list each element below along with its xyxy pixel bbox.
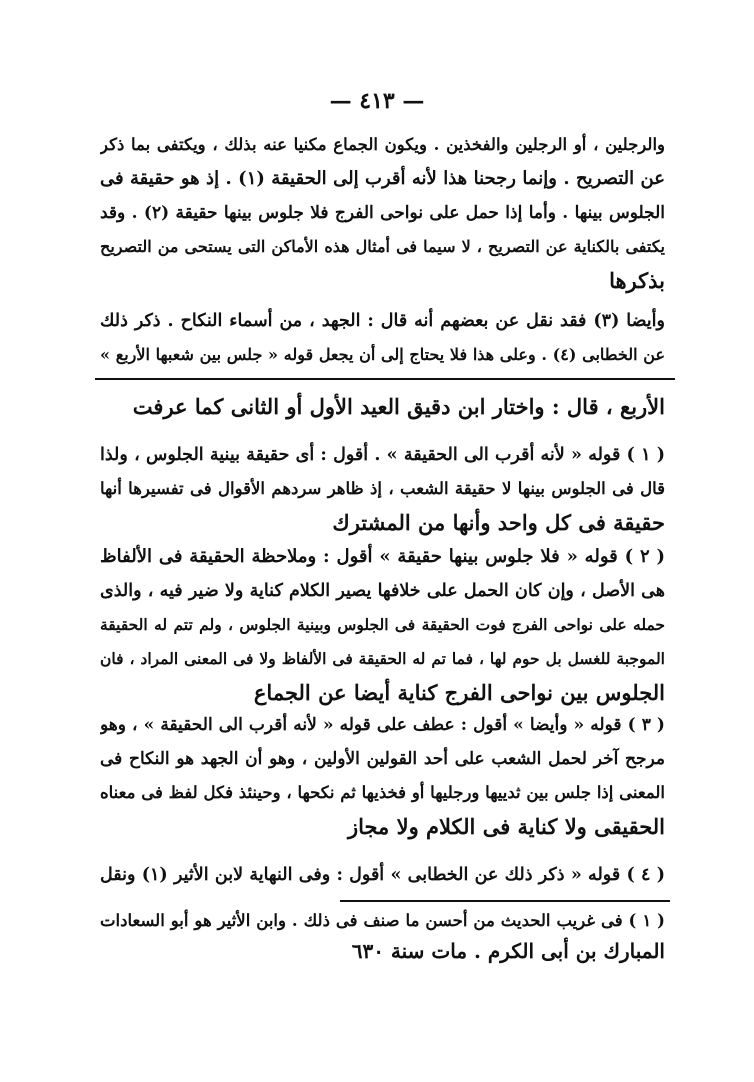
commentary-intro [100,390,665,424]
commentary-note-1 [100,438,665,540]
main-paragraph-2 [100,304,665,372]
text-line: بذكرها [609,268,665,293]
text-line: حقيقة فى كل واحد وأنها من المشترك [332,510,665,535]
text-line: والرجلين ، أو الرجلين والفخذين . ويكون الجماع مكنيا عنه بذلك ، ويكتفى بما ذكر [100,135,665,154]
commentary-note-3 [100,708,665,844]
footnote [100,906,665,966]
text-line: ( ٣ ) قوله « وأيضا » أقول : عطف على قوله « لأنه أقرب الى الحقيقة » ، وهو [100,715,665,735]
text-line: عن التصريح . وإنما رجحنا هذا لأنه أقرب إلى الحقيقة (١) . إذ هو حقيقة فى [100,168,665,189]
text-line: عن الخطابى (٤) . وعلى هذا فلا يحتاج إلى أن يجعل قوله « جلس بين شعبها الأربع » [100,345,665,364]
text-line: قال فى الجلوس بينها لا حقيقة الشعب ، إذ ظاهر سردهم الأقوال فى تفسيرها أنها [100,479,665,498]
text-line: وأيضا (٣) فقد نقل عن بعضهم أنه قال : الجهد ، من أسماء النكاح . ذكر ذلك [100,311,665,331]
commentary-note-4 [100,858,665,892]
text-line: مرجح آخر لحمل الشعب على أحد القولين الأولين ، وهو أن الجهد هو النكاح فى [100,749,665,769]
page-number: — ٤١٣ — [329,88,425,114]
footnote-divider [340,900,670,902]
text-line: حمله على نواحى الفرج فوت الحقيقة فى الجلوس وبينية الجلوس ، ولم تتم له الحقيقة [100,615,665,634]
commentary-divider [95,378,675,380]
main-paragraph-1 [100,128,665,298]
text-line: الحقيقى ولا كناية فى الكلام ولا مجاز [347,814,665,839]
text-line: ( ٤ ) قوله « ذكر ذلك عن الخطابى » أقول : وفى النهاية لابن الأثير (١) ونقل [100,865,665,885]
text-line: ( ٢ ) قوله « فلا جلوس بينها حقيقة » أقول : وملاحظة الحقيقة فى الألفاظ [100,546,665,567]
text-line: الجلوس بين نواحى الفرج كناية أيضا عن الجماع [253,680,665,705]
footnote-line: المبارك بن أبى الكرم . مات سنة ٦٣٠ [351,939,665,963]
text-line: الأربع ، قال : واختار ابن دقيق العيد الأول أو الثانى كما عرفت [132,394,665,419]
text-line: ( ١ ) قوله « لأنه أقرب الى الحقيقة » . أقول : أى حقيقة بينية الجلوس ، ولذا [100,445,665,465]
text-line: المعنى إذا جلس بين ثدييها ورجليها أو فخذيها ثم نكحها ، وحينئذ فكل لفظ فى معناه [100,783,665,802]
text-line: يكتفى بالكناية عن التصريح ، لا سيما فى أمثال هذه الأماكن التى يستحى من التصريح [100,237,665,256]
footnote-line: ( ١ ) فى غريب الحديث من أحسن ما صنف فى ذلك . وابن الأثير هو أبو السعادات [100,911,665,930]
text-line: الموجبة للغسل بل حوم لها ، فما تم له الحقيقة فى الألفاظ ولا فى المعنى المراد ، فان [100,649,665,668]
text-line: الجلوس بينها . وأما إذا حمل على نواحى الفرج فلا جلوس بينها حقيقة (٢) . وقد [100,203,665,223]
commentary-note-2 [100,540,665,710]
text-line: هى الأصل ، وإن كان الحمل على خلافها يصير الكلام كناية ولا ضير فيه ، والذى [100,581,665,601]
